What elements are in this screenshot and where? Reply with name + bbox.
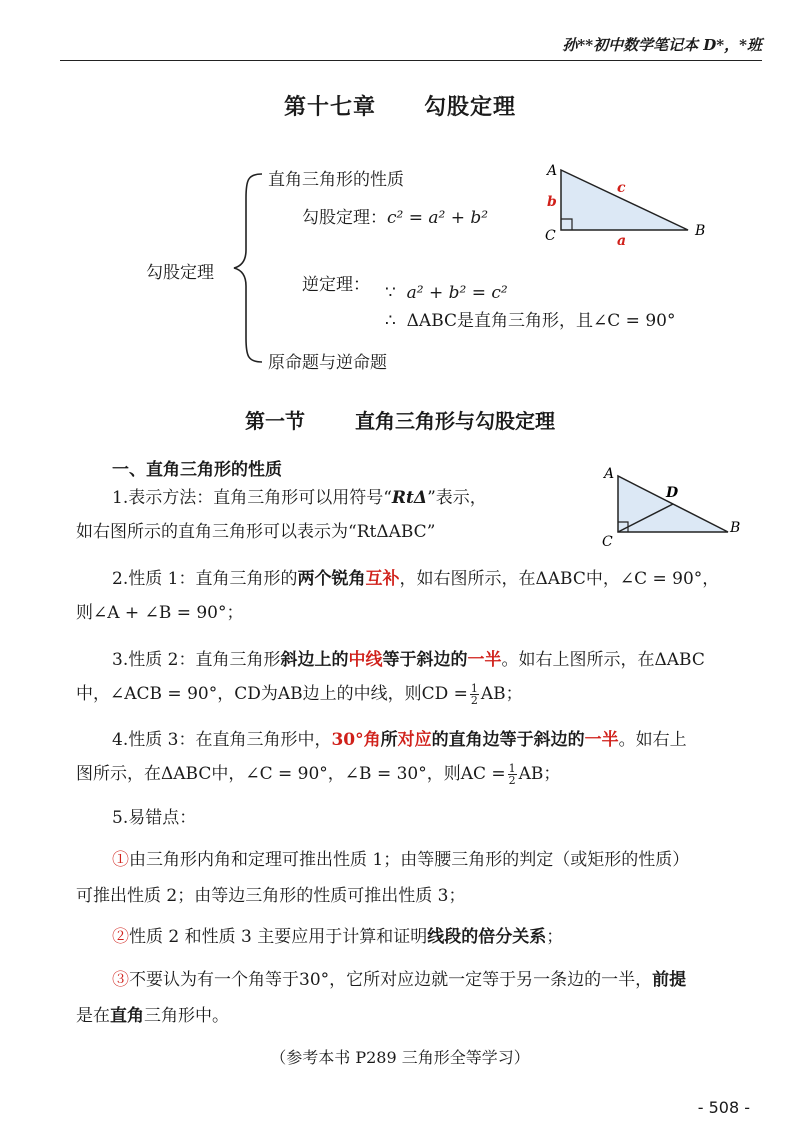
p1-text-a: 2.性质 1：直角三角形的	[112, 569, 298, 589]
pitfall-3-line2-a: 是在	[76, 1006, 110, 1026]
page-number: - 508 -	[697, 1098, 750, 1117]
vertex-a-label: A	[547, 163, 558, 179]
p2-text-a: 3.性质 2：直角三角形	[112, 650, 281, 670]
section-title	[0, 405, 800, 434]
property-1	[76, 562, 756, 630]
pitfall-3-bold: 前提	[652, 970, 687, 990]
side-c-label: c	[617, 180, 626, 196]
pitfall-2-end: ；	[546, 927, 564, 947]
p2-fraction: $\frac{1}{2}$	[470, 682, 478, 707]
mindmap-branch-propositions: 原命题与逆命题	[268, 353, 387, 373]
p2-red-half: 一半	[467, 650, 502, 670]
p3-bold-suo: 所	[380, 730, 398, 750]
p2-text-f: 。如右上图所示，在ΔABC	[501, 650, 705, 670]
notation-text-2: ”表示，	[427, 488, 487, 508]
p3-red-half: 一半	[584, 730, 619, 750]
notation-symbol: RtΔ	[391, 488, 428, 508]
header-rule	[60, 60, 762, 61]
header-title: 孙**初中数学笔记本 D*，*班	[562, 36, 762, 54]
p3-bold-leg: 的直角边等于斜边的	[431, 730, 585, 750]
converse-because	[385, 283, 508, 303]
mindmap-brace	[228, 168, 268, 368]
chapter-name: 勾股定理	[424, 94, 517, 120]
side-b-label: b	[547, 194, 557, 210]
theorem-formula: c² = a² + b²	[387, 208, 489, 228]
chapter-number: 第十七章	[283, 94, 376, 120]
therefore-symbol: ∴	[385, 311, 396, 331]
p1-bold-acute: 两个锐角	[297, 569, 366, 589]
chapter-title	[0, 90, 800, 121]
property-3	[76, 723, 756, 791]
pitfall-2-bold: 线段的倍分关系	[427, 927, 547, 947]
p2-red-median: 中线	[348, 650, 383, 670]
property-notation	[76, 481, 596, 549]
pitfall-3	[76, 962, 756, 1034]
vertex-b-label: B	[695, 223, 706, 239]
vertex-c2-label: C	[602, 534, 613, 550]
page-header	[0, 0, 800, 60]
pitfall-3-text: 不要认为有一个角等于30°，它所对应边就一定等于另一条边的一半，	[129, 970, 653, 990]
mindmap-branch-properties: 直角三角形的性质	[268, 170, 404, 190]
p3-line2-text: 图所示，在ΔABC中，∠C = 90°，∠B = 30°，则AC =	[76, 764, 506, 784]
pitfall-1	[76, 842, 756, 914]
theorem-label: 勾股定理：	[302, 208, 387, 228]
mindmap-theorem	[302, 203, 488, 228]
section-name: 直角三角形与勾股定理	[355, 409, 555, 433]
vertex-c-label: C	[545, 228, 556, 244]
p1-red-complementary: 互补	[365, 569, 400, 589]
because-formula: a² + b² = c²	[406, 283, 508, 303]
pitfall-2-text: 性质 2 和性质 3 主要应用于计算和证明	[129, 927, 428, 947]
pitfall-2-mark: ②	[112, 927, 129, 947]
triangle-abc-diagram	[535, 155, 720, 250]
pitfall-1-line1: 由三角形内角和定理可推出性质 1；由等腰三角形的判定（或矩形的性质）	[129, 850, 690, 870]
subsection-heading: 一、直角三角形的性质	[112, 460, 282, 480]
p3-fraction: $\frac{1}{2}$	[508, 762, 516, 787]
triangle-abc-shape	[561, 170, 688, 230]
pitfall-3-mark: ③	[112, 970, 129, 990]
p3-text-g: 。如右上	[618, 730, 687, 750]
vertex-b2-label: B	[730, 520, 741, 536]
p3-red-30deg: 30°角	[331, 730, 381, 750]
notation-example: 如右图所示的直角三角形可以表示为“RtΔABC”	[76, 522, 436, 542]
p3-red-opposite: 对应	[397, 730, 432, 750]
section-number: 第一节	[245, 409, 305, 433]
pitfall-3-line2-bold: 直角	[110, 1006, 144, 1026]
p2-line2-text: 中，∠ACB = 90°，CD为AB边上的中线，则CD =	[76, 684, 468, 704]
pitfall-1-mark: ①	[112, 850, 129, 870]
pitfalls-heading: 5.易错点：	[112, 808, 197, 828]
pitfall-2	[76, 920, 756, 954]
property-2	[76, 643, 756, 711]
p1-conclusion: 则∠A + ∠B = 90°；	[76, 603, 244, 623]
point-d-label: D	[666, 485, 679, 501]
because-symbol: ∵	[385, 283, 396, 303]
p3-line2-end: AB；	[518, 764, 561, 784]
notation-text-1: 1.表示方法：直角三角形可以用符号“	[112, 488, 392, 508]
mindmap-root: 勾股定理	[146, 263, 214, 283]
pitfall-3-line2-c: 三角形中。	[144, 1006, 229, 1026]
book-reference: （参考本书 P289 三角形全等学习）	[270, 1048, 530, 1067]
pitfall-1-line2: 可推出性质 2；由等边三角形的性质可推出性质 3；	[76, 886, 466, 906]
side-a-label: a	[617, 233, 627, 249]
converse-therefore	[385, 306, 675, 331]
pitfalls	[76, 801, 756, 835]
vertex-a2-label: A	[604, 466, 615, 482]
converse-label: 逆定理：	[302, 275, 370, 295]
p2-bold-equals: 等于斜边的	[382, 650, 468, 670]
therefore-text: ΔABC是直角三角形，且∠C = 90°	[406, 311, 676, 331]
triangle-abcd-diagram	[596, 462, 746, 552]
p1-text-d: ，如右图所示，在ΔABC中，∠C = 90°，	[399, 569, 720, 589]
p2-line2-end: AB；	[480, 684, 523, 704]
p2-bold-hyp: 斜边上的	[280, 650, 349, 670]
p3-text-a: 4.性质 3：在直角三角形中，	[112, 730, 332, 750]
